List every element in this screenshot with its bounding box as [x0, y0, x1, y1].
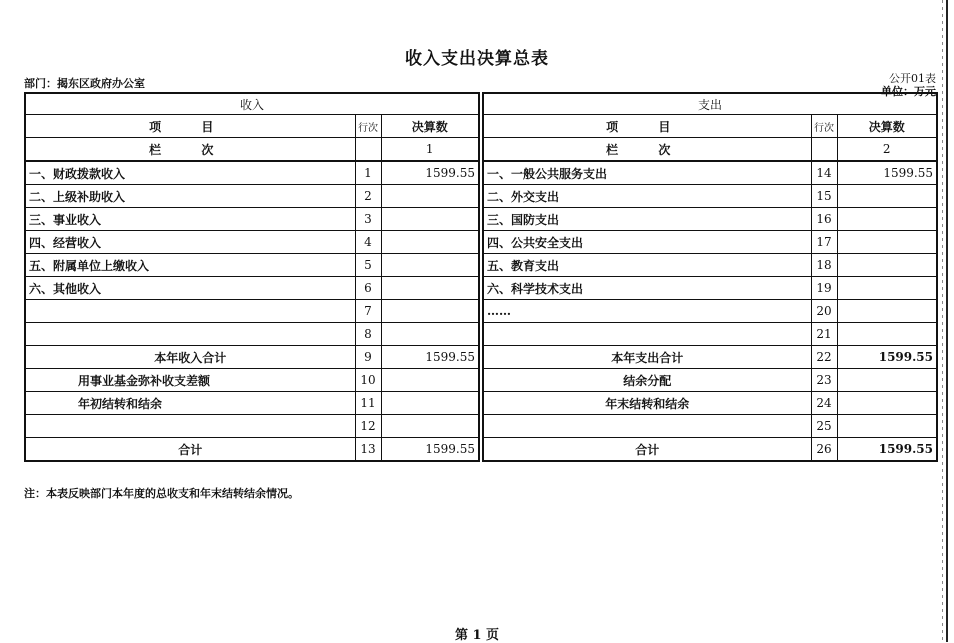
expense-row-amount [837, 185, 937, 208]
income-table-row [25, 161, 479, 185]
expense-row-amount [837, 369, 937, 392]
income-row-item: 六、其他收入 [25, 277, 355, 300]
expense-row-number: 14 [811, 161, 837, 185]
income-row-amount [381, 369, 479, 392]
expense-table-row [483, 161, 937, 185]
report-title: 收入支出决算总表 [405, 49, 549, 69]
income-table-row [25, 300, 479, 323]
income-table [24, 92, 480, 462]
income-row-number: 8 [355, 323, 381, 346]
income-table-row [25, 254, 479, 277]
expense-table-row [483, 185, 937, 208]
expense-row-amount [837, 323, 937, 346]
expense-row-amount: 1599.55 [837, 346, 937, 369]
expense-table-row [483, 438, 937, 462]
income-table-row [25, 415, 479, 438]
income-row-number: 5 [355, 254, 381, 277]
expense-row-amount [837, 415, 937, 438]
expense-row-item: 合计 [483, 438, 811, 462]
income-row-amount [381, 323, 479, 346]
income-row-amount [381, 254, 479, 277]
income-row-amount [381, 231, 479, 254]
income-row-amount [381, 277, 479, 300]
expense-row-amount: 1599.55 [837, 438, 937, 462]
income-col-row: 行次 [355, 115, 381, 138]
income-row-number: 1 [355, 161, 381, 185]
expense-index-row [483, 138, 937, 162]
expense-table-row [483, 254, 937, 277]
income-section-title: 收入 [25, 93, 479, 115]
expense-table-row [483, 277, 937, 300]
income-row-item [25, 415, 355, 438]
income-row-amount [381, 415, 479, 438]
income-column-header-row [25, 115, 479, 138]
expense-table-row [483, 415, 937, 438]
income-table-row [25, 323, 479, 346]
expense-row-item: 六、科学技术支出 [483, 277, 811, 300]
expense-row-number: 23 [811, 369, 837, 392]
income-table-row [25, 369, 479, 392]
page-edge-line [946, 0, 948, 642]
income-row-item: 一、财政拨款收入 [25, 161, 355, 185]
income-row-number: 3 [355, 208, 381, 231]
expense-row-amount [837, 392, 937, 415]
expense-table-row [483, 231, 937, 254]
income-row-number: 6 [355, 277, 381, 300]
expense-row-number: 26 [811, 438, 837, 462]
expense-row-number: 20 [811, 300, 837, 323]
income-section-header-row [25, 93, 479, 115]
expense-table-row [483, 323, 937, 346]
page-edge-dashed-line [942, 0, 943, 642]
expense-row-number: 18 [811, 254, 837, 277]
expense-row-number: 21 [811, 323, 837, 346]
income-index-row [25, 138, 479, 162]
expense-row-item: 五、教育支出 [483, 254, 811, 277]
expense-row-item [483, 323, 811, 346]
income-index-label: 栏 次 [25, 138, 355, 162]
income-row-number: 2 [355, 185, 381, 208]
expense-table [482, 92, 938, 462]
expense-row-amount [837, 277, 937, 300]
expense-row-number: 22 [811, 346, 837, 369]
income-table-row [25, 392, 479, 415]
expense-row-item [483, 415, 811, 438]
footnote: 注：本表反映部门本年度的总收支和年末结转结余情况。 [24, 487, 299, 500]
expense-table-row [483, 346, 937, 369]
expense-row-number: 17 [811, 231, 837, 254]
income-table-row [25, 346, 479, 369]
income-table-row [25, 231, 479, 254]
income-row-item: 合计 [25, 438, 355, 462]
income-row-number: 4 [355, 231, 381, 254]
expense-table-row [483, 369, 937, 392]
expense-row-amount [837, 300, 937, 323]
expense-row-amount [837, 254, 937, 277]
expense-row-item: 结余分配 [483, 369, 811, 392]
expense-col-item: 项 目 [483, 115, 811, 138]
income-row-amount [381, 392, 479, 415]
expense-row-item: 本年支出合计 [483, 346, 811, 369]
income-col-item: 项 目 [25, 115, 355, 138]
income-row-number: 13 [355, 438, 381, 462]
expense-row-amount: 1599.55 [837, 161, 937, 185]
expense-section-title: 支出 [483, 93, 937, 115]
income-row-item [25, 300, 355, 323]
expense-row-item: 三、国防支出 [483, 208, 811, 231]
expense-row-amount [837, 231, 937, 254]
income-row-number: 10 [355, 369, 381, 392]
income-row-item: 三、事业收入 [25, 208, 355, 231]
expense-table-row [483, 392, 937, 415]
expense-row-item: 年末结转和结余 [483, 392, 811, 415]
income-row-number: 12 [355, 415, 381, 438]
expense-row-item: 四、公共安全支出 [483, 231, 811, 254]
expense-row-item: 二、外交支出 [483, 185, 811, 208]
income-row-number: 7 [355, 300, 381, 323]
income-col-amount: 决算数 [381, 115, 479, 138]
unit-label: 单位：万元 [881, 85, 936, 98]
page-number: 第 1 页 [454, 628, 500, 643]
expense-table-row [483, 300, 937, 323]
expense-row-item: …… [483, 300, 811, 323]
expense-index-value: 2 [837, 138, 937, 162]
form-number: 公开01表 [889, 72, 936, 85]
expense-row-number: 19 [811, 277, 837, 300]
income-row-amount: 1599.55 [381, 438, 479, 462]
income-row-item: 本年收入合计 [25, 346, 355, 369]
income-row-item: 四、经营收入 [25, 231, 355, 254]
expense-column-header-row [483, 115, 937, 138]
expense-row-item: 一、一般公共服务支出 [483, 161, 811, 185]
income-row-item [25, 323, 355, 346]
income-row-item: 五、附属单位上缴收入 [25, 254, 355, 277]
income-row-amount [381, 300, 479, 323]
income-row-item: 二、上级补助收入 [25, 185, 355, 208]
expense-table-row [483, 208, 937, 231]
income-row-number: 9 [355, 346, 381, 369]
expense-section-header-row [483, 93, 937, 115]
expense-row-number: 25 [811, 415, 837, 438]
department-label: 部门：揭东区政府办公室 [24, 77, 145, 90]
income-row-number: 11 [355, 392, 381, 415]
income-row-item: 年初结转和结余 [25, 392, 355, 415]
expense-row-amount [837, 208, 937, 231]
income-table-row [25, 438, 479, 462]
income-row-amount [381, 185, 479, 208]
income-row-amount [381, 208, 479, 231]
expense-row-number: 16 [811, 208, 837, 231]
expense-row-number: 15 [811, 185, 837, 208]
income-table-row [25, 277, 479, 300]
income-row-amount: 1599.55 [381, 346, 479, 369]
expense-col-amount: 决算数 [837, 115, 937, 138]
income-table-row [25, 208, 479, 231]
income-index-value: 1 [381, 138, 479, 162]
income-row-amount: 1599.55 [381, 161, 479, 185]
income-table-row [25, 185, 479, 208]
expense-row-number: 24 [811, 392, 837, 415]
expense-col-row: 行次 [811, 115, 837, 138]
income-row-item: 用事业基金弥补收支差额 [25, 369, 355, 392]
expense-index-label: 栏 次 [483, 138, 811, 162]
